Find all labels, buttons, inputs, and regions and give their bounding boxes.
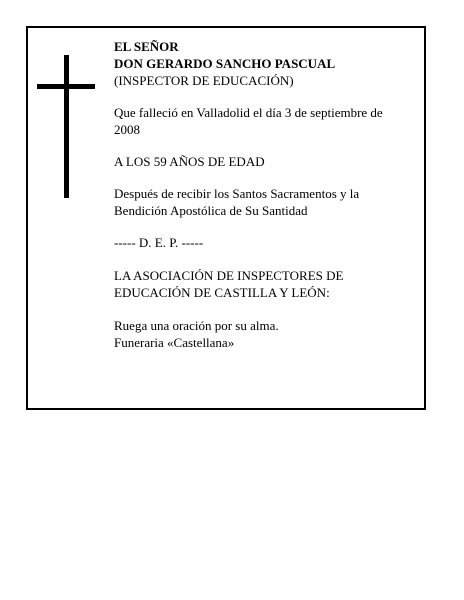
deceased-role: (INSPECTOR DE EDUCACIÓN) [114, 73, 294, 88]
obituary-text [114, 38, 406, 351]
age-at-death: A LOS 59 AÑOS DE EDAD [114, 154, 265, 169]
prayer-request: Ruega una oración por su alma. [114, 318, 279, 333]
latin-cross-icon [37, 55, 95, 198]
association-name: LA ASOCIACIÓN DE INSPECTORES DE EDUCACIÓN DE CASTILLA Y LEÓN: [114, 268, 344, 300]
deceased-name: DON GERARDO SANCHO PASCUAL [114, 56, 336, 71]
rip-line: ----- D. E. P. ----- [114, 235, 204, 250]
sacraments-text: Después de recibir los Santos Sacramentos y la Bendición Apostólica de Su Santidad [114, 186, 360, 218]
cross-vertical-bar [64, 55, 69, 198]
death-details: Que falleció en Valladolid el día 3 de septiembre de 2008 [114, 105, 383, 137]
notice-title: EL SEÑOR [114, 39, 179, 54]
cross-horizontal-bar [37, 84, 95, 89]
funeral-home: Funeraria «Castellana» [114, 335, 235, 350]
